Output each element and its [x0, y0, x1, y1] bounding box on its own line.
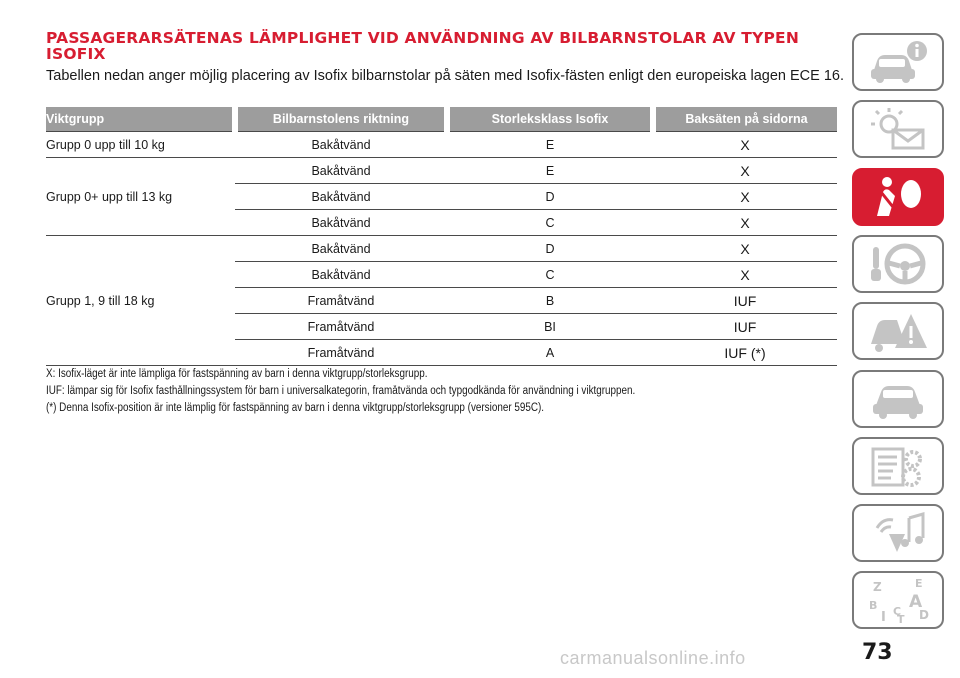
index-letter: T [897, 613, 905, 623]
tab-car-info[interactable] [852, 33, 944, 91]
tab-safety[interactable] [852, 168, 944, 226]
table-row [46, 236, 837, 262]
specifications-gear-icon [867, 443, 929, 489]
table-body [46, 132, 837, 366]
header-size-class: Storleksklass Isofix [447, 107, 653, 132]
seat-suitability-cell: X [653, 132, 837, 158]
size-class-cell: E [447, 158, 653, 184]
tab-index[interactable] [852, 571, 944, 629]
seat-suitability-cell: X [653, 184, 837, 210]
direction-cell: Bakåtvänd [235, 158, 447, 184]
direction-cell: Bakåtvänd [235, 132, 447, 158]
index-letter: I [881, 610, 886, 623]
header-viktgrupp: Viktgrupp [46, 107, 235, 132]
header-rear-seats: Baksäten på sidorna [653, 107, 837, 132]
isofix-table [46, 107, 837, 366]
index-letter: D [919, 608, 929, 622]
multimedia-icon [867, 510, 929, 556]
index-letter: C [893, 605, 902, 618]
airbag-seat-icon [867, 174, 929, 220]
index-letter: E [915, 577, 923, 590]
seat-suitability-cell: X [653, 158, 837, 184]
direction-cell: Framåtvänd [235, 288, 447, 314]
note-x: X: Isofix-läget är inte lämpliga för fastspänning av barn i denna viktgrupp/storleksgrupp. [46, 368, 428, 380]
weight-group-cell: Grupp 1, 9 till 18 kg [46, 236, 235, 366]
car-info-icon [867, 39, 929, 85]
seat-suitability-cell: IUF [653, 314, 837, 340]
seat-suitability-cell: IUF [653, 288, 837, 314]
size-class-cell: C [447, 210, 653, 236]
watermark: carmanualsonline.info [560, 648, 746, 668]
size-class-cell: BI [447, 314, 653, 340]
direction-cell: Framåtvänd [235, 314, 447, 340]
section-heading: PASSAGERARSÄTENAS LÄMPLIGHET VID ANVÄNDNING AV BILBARNSTOLAR AV TYPEN ISOFIX [46, 29, 800, 63]
direction-cell: Bakåtvänd [235, 210, 447, 236]
seat-suitability-cell: X [653, 236, 837, 262]
index-letter: Z [873, 580, 882, 594]
weight-group-cell: Grupp 0 upp till 10 kg [46, 132, 235, 158]
seat-suitability-cell: X [653, 210, 837, 236]
header-direction: Bilbarnstolens riktning [235, 107, 447, 132]
table-row [46, 132, 837, 158]
direction-cell: Bakåtvänd [235, 184, 447, 210]
note-asterisk: (*) Denna Isofix-position är inte lämplig för fastspänning av barn i denna viktgrupp/storleksgrupp (versioner 595C). [46, 402, 545, 414]
size-class-cell: A [447, 340, 653, 366]
tab-starting-driving[interactable] [852, 235, 944, 293]
index-letter: B [869, 599, 878, 612]
note-iuf: IUF: lämpar sig för Isofix fasthållningssystem för barn i universalkategorin, framåtvända och typgodkända för användning i viktgruppen. [46, 385, 636, 397]
size-class-cell: B [447, 288, 653, 314]
size-class-cell: D [447, 236, 653, 262]
size-class-cell: D [447, 184, 653, 210]
table-row [46, 158, 837, 184]
size-class-cell: E [447, 132, 653, 158]
tab-servicing[interactable] [852, 370, 944, 428]
index-letter: A [909, 592, 923, 612]
car-service-icon [867, 376, 929, 422]
size-class-cell: C [447, 262, 653, 288]
direction-cell: Bakåtvänd [235, 262, 447, 288]
direction-cell: Framåtvänd [235, 340, 447, 366]
accident-warning-icon [867, 308, 929, 354]
alphabetical-index-icon [867, 577, 929, 623]
table-header [46, 107, 837, 132]
table-notes [46, 366, 846, 417]
tab-warning-lights[interactable] [852, 100, 944, 158]
tab-emergency[interactable] [852, 302, 944, 360]
warning-lights-icon [867, 106, 929, 152]
steering-wheel-icon [867, 241, 929, 287]
intro-text: Tabellen nedan anger möjlig placering av Isofix bilbarnstolar på säten med Isofix-fästen enligt den europeiska lagen ECE 16. [46, 68, 844, 84]
tab-technical-data[interactable] [852, 437, 944, 495]
page-number: 73 [862, 640, 893, 665]
seat-suitability-cell: IUF (*) [653, 340, 837, 366]
weight-group-cell: Grupp 0+ upp till 13 kg [46, 158, 235, 236]
tab-multimedia[interactable] [852, 504, 944, 562]
seat-suitability-cell: X [653, 262, 837, 288]
direction-cell: Bakåtvänd [235, 236, 447, 262]
